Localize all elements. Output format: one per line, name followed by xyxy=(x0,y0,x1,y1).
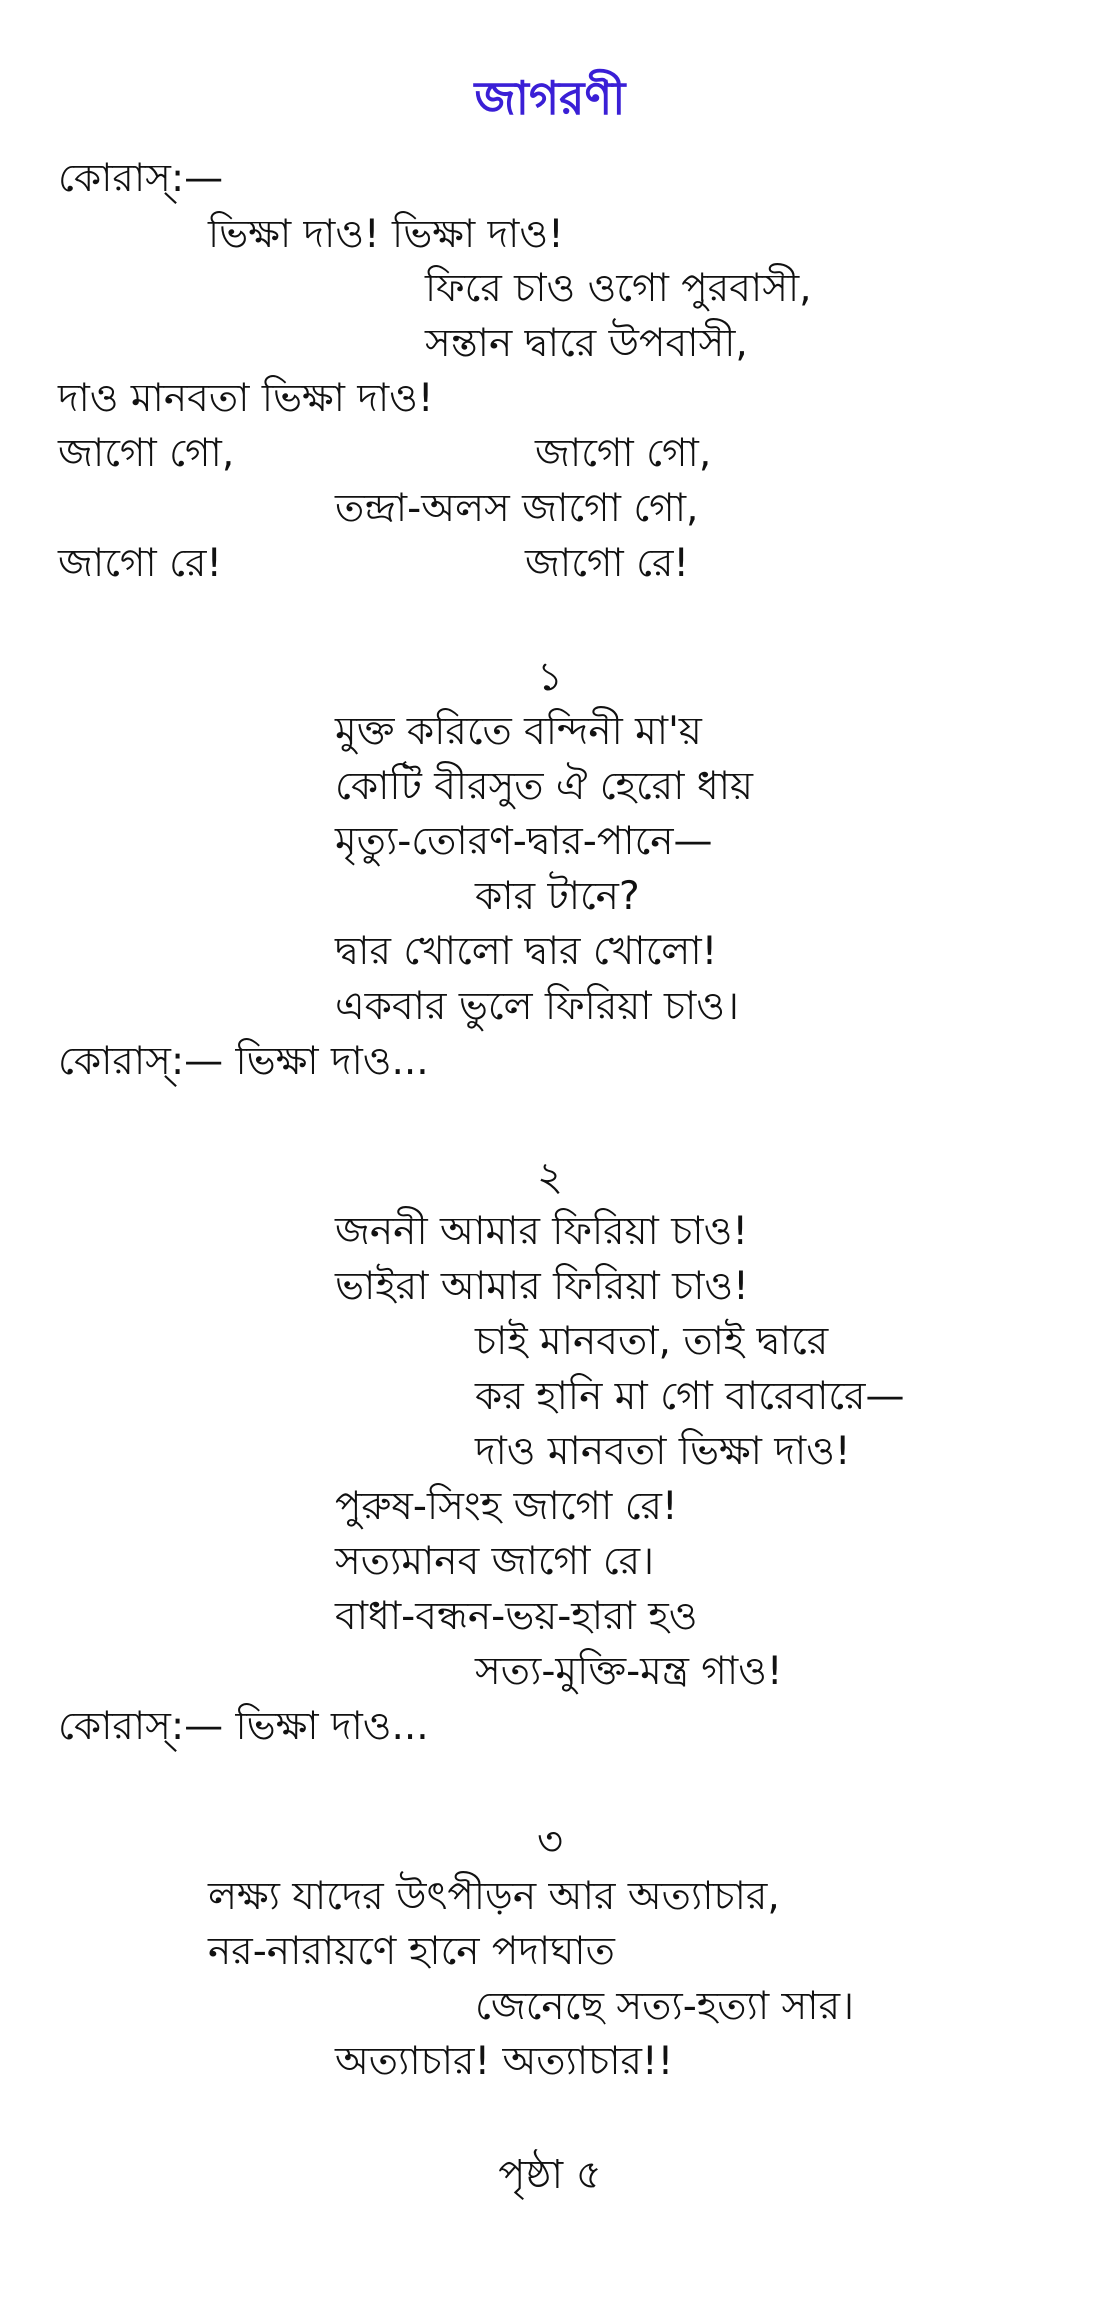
stanza-line: দাও মানবতা ভিক্ষা দাও! xyxy=(475,1429,851,1474)
chorus-label: কোরাস্:— xyxy=(58,156,224,201)
stanza-line: দ্বার খোলো দ্বার খোলো! xyxy=(335,929,718,974)
chorus-line: জাগো গো, xyxy=(535,431,712,476)
stanza-line: একবার ভুলে ফিরিয়া চাও। xyxy=(335,984,739,1029)
chorus-line: তন্দ্রা-অলস জাগো গো, xyxy=(335,486,699,531)
chorus-refrain: কোরাস্:— ভিক্ষা দাও... xyxy=(58,1704,429,1749)
stanza-line: বাধা-বন্ধন-ভয়-হারা হও xyxy=(335,1594,698,1639)
stanza-line: লক্ষ্য যাদের উৎপীড়ন আর অত্যাচার, xyxy=(208,1874,780,1919)
chorus-line: দাও মানবতা ভিক্ষা দাও! xyxy=(58,376,434,421)
chorus-refrain: কোরাস্:— ভিক্ষা দাও... xyxy=(58,1039,429,1084)
chorus-line: জাগো রে! xyxy=(525,541,690,586)
stanza-line: সত্যমানব জাগো রে। xyxy=(335,1539,655,1584)
chorus-line: জাগো রে! xyxy=(58,541,223,586)
stanza-line: মুক্ত করিতে বন্দিনী মা'য় xyxy=(335,709,702,754)
stanza-number: ৩ xyxy=(536,1819,563,1865)
chorus-line: সন্তান দ্বারে উপবাসী, xyxy=(425,321,748,366)
stanza-line: কার টানে? xyxy=(475,874,640,919)
stanza-line: মৃত্যু-তোরণ-দ্বার-পানে— xyxy=(335,819,713,864)
stanza-line: ভাইরা আমার ফিরিয়া চাও! xyxy=(335,1264,749,1309)
stanza-number: ২ xyxy=(536,1154,563,1200)
stanza-line: কোটি বীরসুত ঐ হেরো ধায় xyxy=(335,764,753,809)
stanza-line: অত্যাচার! অত্যাচার!! xyxy=(335,2039,674,2084)
stanza-line: সত্য-মুক্তি-মন্ত্র গাও! xyxy=(475,1649,783,1694)
stanza-number: ১ xyxy=(537,654,563,700)
chorus-line: ভিক্ষা দাও! ভিক্ষা দাও! xyxy=(208,212,564,257)
poem-title: জাগরণী xyxy=(474,71,626,125)
chorus-line: জাগো গো, xyxy=(58,431,235,476)
page-number: পৃষ্ঠা ৫ xyxy=(498,2152,602,2198)
stanza-line: চাই মানবতা, তাই দ্বারে xyxy=(475,1319,829,1364)
stanza-line: কর হানি মা গো বারেবারে— xyxy=(475,1374,905,1419)
stanza-line: নর-নারায়ণে হানে পদাঘাত xyxy=(208,1929,615,1974)
stanza-line: জননী আমার ফিরিয়া চাও! xyxy=(335,1209,748,1254)
chorus-line: ফিরে চাও ওগো পুরবাসী, xyxy=(425,266,812,311)
stanza-line: পুরুষ-সিংহ জাগো রে! xyxy=(335,1484,678,1529)
stanza-line: জেনেছে সত্য-হত্যা সার। xyxy=(475,1984,855,2029)
